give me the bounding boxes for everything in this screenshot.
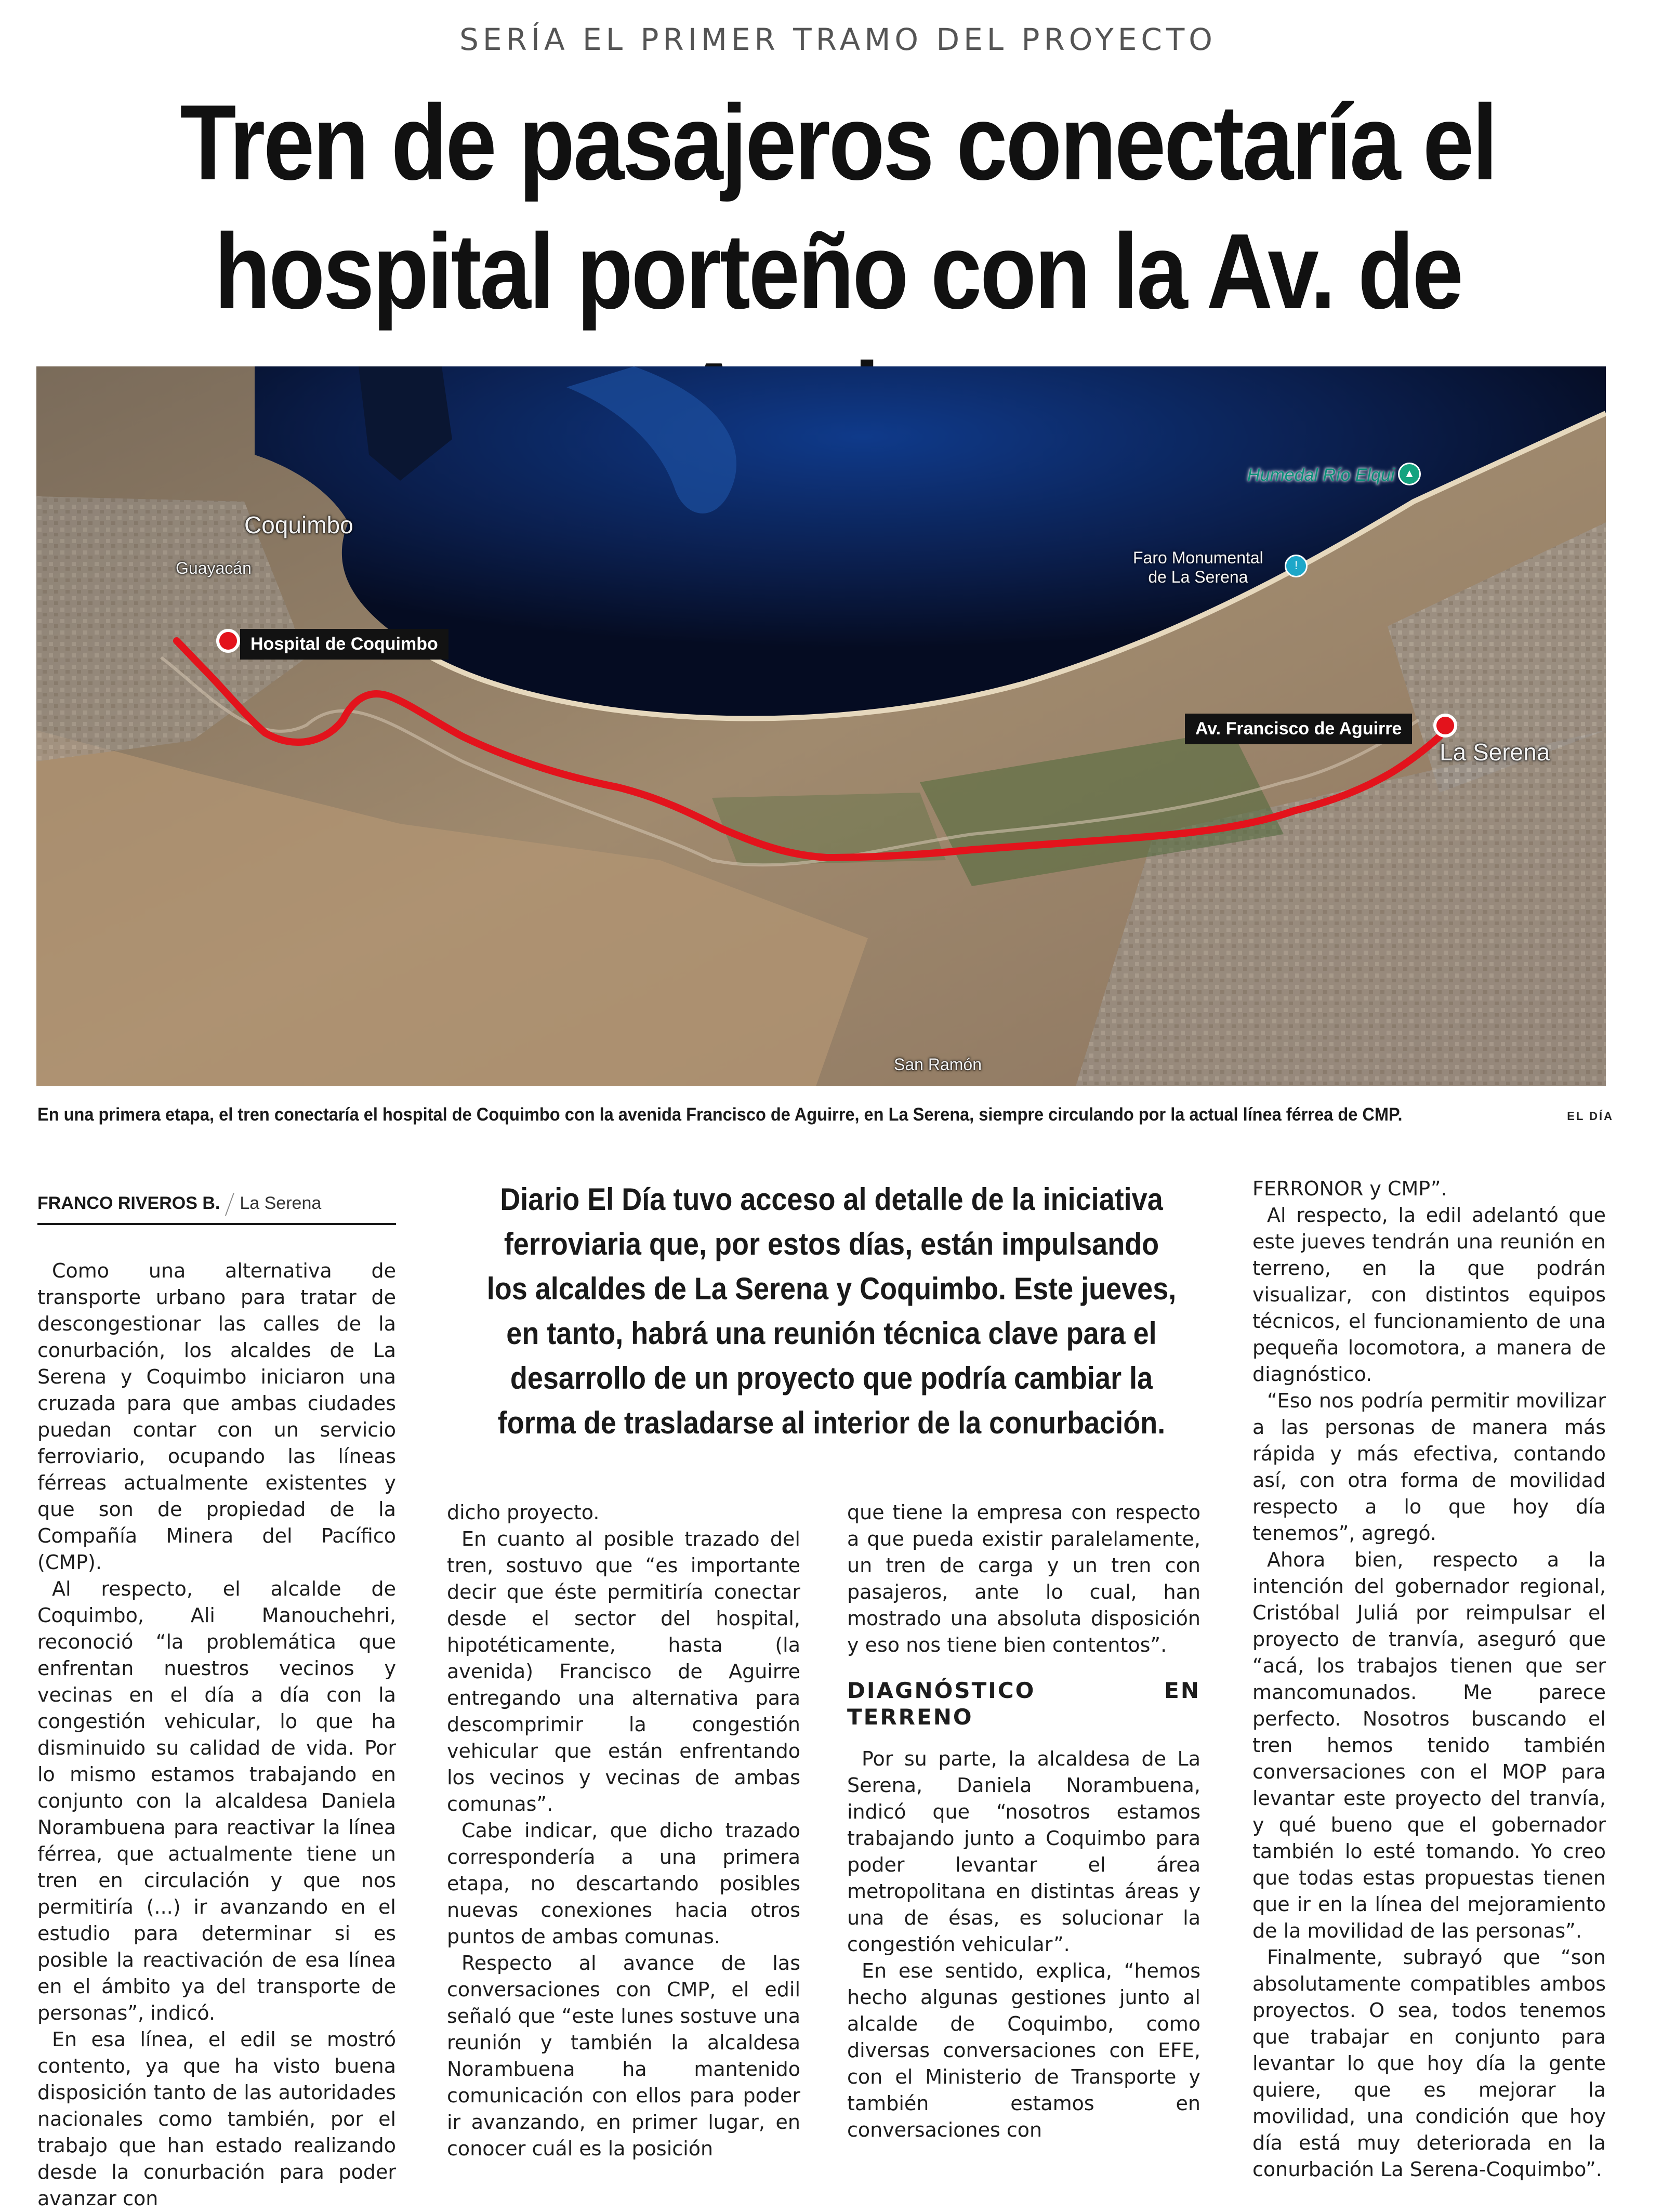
paragraph: que tiene la empresa con respecto a que pueda existir paralelamente, un tren de carga y un tren con pasajeros, ante lo cual, han mostrado una absoluta disposición y eso nos tiene bien contentos”. (847, 1501, 1200, 1656)
photo-credit: EL DÍA (1567, 1110, 1614, 1123)
paragraph: FERRONOR y CMP”. (1252, 1177, 1447, 1200)
paragraph: En ese sentido, explica, “hemos hecho algunas gestiones junto al alcalde de Coquimbo, como diversas conversaciones con EFE, con el Ministerio de Transporte y también estamos en conversaciones con (847, 1959, 1200, 2141)
headline-line-2: hospital porteño con la Av. de (214, 212, 1462, 331)
marker-label-hospital: Hospital de Coquimbo (240, 629, 448, 660)
paragraph: Al respecto, el alcalde de Coquimbo, Ali Manouchehri, reconoció “la problemática que enfrentan nuestros vecinos y vecinas en el día a día con la congestión vehicular, lo que ha disminuido su calidad de vida. Por lo mismo estamos trabajando en conjunto con la alcaldesa Daniela Norambuena para reactivar la línea férrea, que actualmente tiene un tren en circulación y que nos permitiría (...) ir avanzando en el estudio para determinar si es posible la reactivación de esa línea en el ámbito ya del transporte de personas”, indicó. (37, 1577, 396, 2024)
poi-label-faro (1133, 548, 1263, 587)
paragraph: Como una alternativa de transporte urbano para tratar de descongestionar las calles de la conurbación, los alcaldes de La Serena y Coquimbo iniciaron una cruzada para que ambas ciudades puedan contar con un servicio ferroviario, ocupando las líneas férreas actualmente existentes y que son de propiedad de la Compañía Minera del Pacífico (CMP). (37, 1259, 396, 1574)
column-1 (37, 1258, 396, 2212)
paragraph: Ahora bien, respecto a la intención del gobernador regional, Cristóbal Juliá por reimpulsar el proyecto de tranvía, aseguró que “acá, los trabajos tienen que ser mancomunados. Me parece perfecto. Nosotros buscando el tren hemos tenido también conversaciones con el MOP para levantar este proyecto del tranvía, y qué bueno que el gobernador también lo esté tomando. Yo creo que todas estas propuestas tienen que ir en la línea del mejoramiento de la movilidad de las personas”. (1252, 1548, 1606, 1942)
paragraph: “Eso nos podría permitir movilizar a las personas de manera más rápida y más efectiva, contando así, con otra forma de movilidad respecto a lo que hoy día tenemos”, agregó. (1252, 1389, 1606, 1545)
route-map (36, 366, 1606, 1086)
paragraph: Al respecto, la edil adelantó que este jueves tendrán una reunión en terreno, en la que podrán visualizar, con distintos equipos técnicos, el funcionamiento de una pequeña locomotora, a manera de diagnóstico. (1252, 1204, 1606, 1386)
paragraph: dicho proyecto. (447, 1501, 600, 1524)
headline-line-1: Tren de pasajeros conectaría el (180, 83, 1496, 202)
poi-label-humedal: Humedal Río Elqui (1247, 465, 1395, 485)
park-pin-icon: ▲ (1398, 463, 1421, 485)
place-label-guayacan: Guayacán (176, 559, 252, 577)
landmark-pin-icon: ! (1285, 555, 1308, 577)
place-label-la-serena: La Serena (1440, 739, 1550, 766)
column-2 (447, 1499, 800, 2162)
start-marker-icon (216, 629, 240, 653)
paragraph: Finalmente, subrayó que “son absolutamente compatibles ambos proyectos. O sea, todos tenemos que trabajar en conjunto para levantar lo que hoy día la gente quiere, que es mejorar la movilidad, una condición que hoy día está muy deteriorada en la conurbación La Serena-Coquimbo”. (1252, 1946, 1606, 2181)
photo-caption: En una primera etapa, el tren conectaría el hospital de Coquimbo con la avenida Francisco de Aguirre, en La Serena, siempre circulando por la actual línea férrea de CMP. (37, 1104, 1403, 1125)
lead-paragraph: Diario El Día tuvo acceso al detalle de la iniciativa ferroviaria que, por estos días, están impulsando los alcaldes de La Serena y Coquimbo. Este jueves, en tanto, habrá una reunión técnica clave para el desarrollo de un proyecto que podría cambiar la forma de trasladarse al interior de la conurbación. (486, 1182, 1177, 1440)
paragraph: En esa línea, el edil se mostró contento, ya que ha visto buena disposición tanto de las autoridades nacionales como también, por el trabajo que han estado realizando desde la conurbación para poder avanzar con (37, 2028, 396, 2210)
byline-separator (225, 1193, 234, 1216)
end-marker-icon (1433, 714, 1457, 738)
byline-place: La Serena (240, 1193, 322, 1213)
poi-label-faro-line-2: de La Serena (1148, 568, 1248, 586)
column-3 (847, 1499, 1200, 2143)
byline-author: FRANCO RIVEROS B. (37, 1193, 220, 1213)
poi-label-faro-line-1: Faro Monumental (1133, 548, 1263, 567)
paragraph: Respecto al avance de las conversaciones con CMP, el edil señaló que “este lunes sostuve una reunión y también la alcaldesa Norambuena ha mantenido comunicación con ellos para poder ir avanzando, en primer lugar, en conocer cuál es la posición (447, 1952, 800, 2160)
place-label-san-ramon: San Ramón (894, 1055, 982, 1074)
marker-label-aguirre: Av. Francisco de Aguirre (1185, 714, 1412, 744)
byline (37, 1193, 396, 1225)
kicker: SERÍA EL PRIMER TRAMO DEL PROYECTO (459, 22, 1217, 57)
subheading: DIAGNÓSTICO EN TERRENO (847, 1678, 1200, 1730)
column-4 (1252, 1176, 1606, 2183)
paragraph: En cuanto al posible trazado del tren, sostuvo que “es importante decir que éste permitiría conectar desde el sector del hospital, hipotéticamente, hasta (la avenida) Francisco de Aguirre entregando una alternativa para descomprimir la congestión vehicular que están enfrentando los vecinos y vecinas de ambas comunas”. (447, 1528, 800, 1815)
place-label-coquimbo: Coquimbo (244, 511, 353, 538)
paragraph: Por su parte, la alcaldesa de La Serena, Daniela Norambuena, indicó que “nosotros estamos trabajando junto a Coquimbo para poder levantar el área metropolitana en distintas áreas y una de ésas, es solucionar la congestión vehicular”. (847, 1747, 1200, 1956)
paragraph: Cabe indicar, que dicho trazado correspondería a una primera etapa, no descartando posibles nuevas conexiones hacia otros puntos de ambas comunas. (447, 1819, 800, 1948)
